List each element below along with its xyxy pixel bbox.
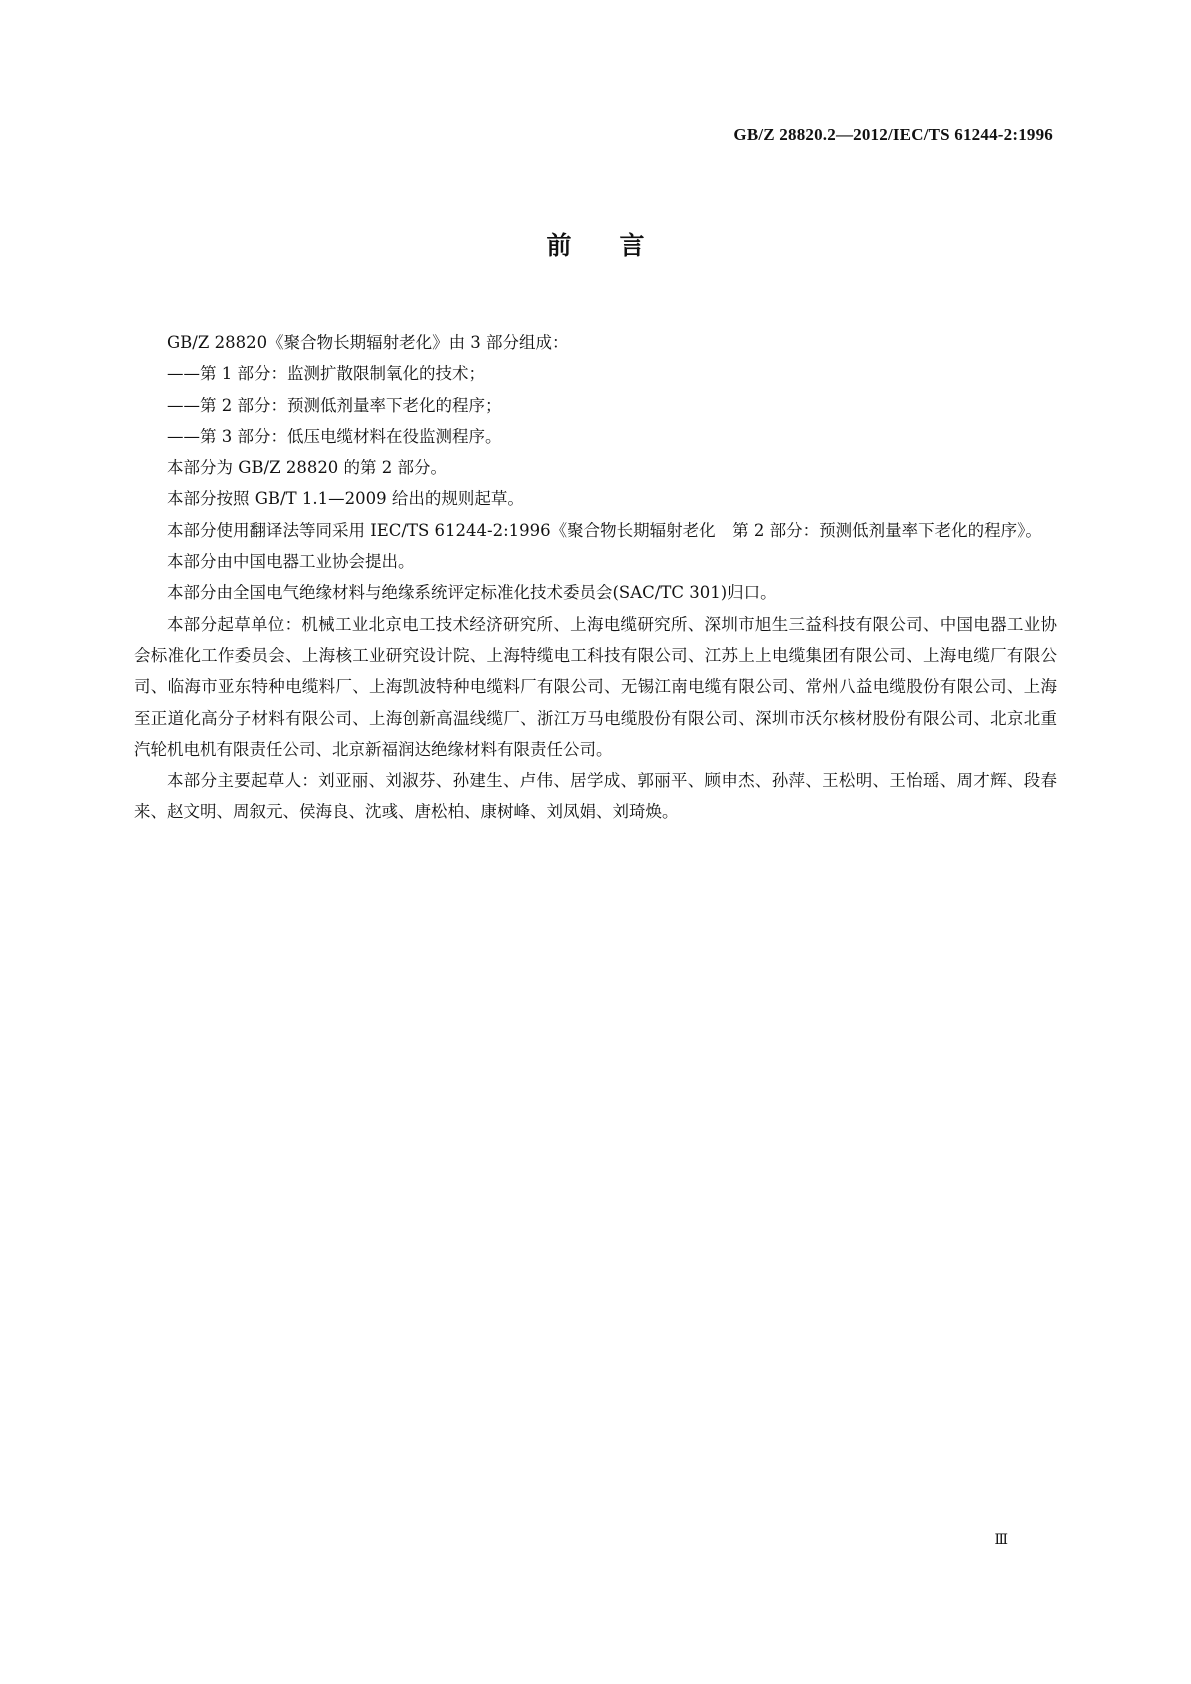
paragraph-proposed-by: 本部分由中国电器工业协会提出。 (167, 552, 415, 572)
paragraph-drafting-rules: 本部分按照 GB/T 1.1—2009 给出的规则起草。 (167, 489, 524, 509)
list-item-part-3: ——第 3 部分：低压电缆材料在役监测程序。 (167, 426, 502, 446)
paragraph-adoption: 本部分使用翻译法等同采用 IEC/TS 61244-2:1996《聚合物长期辐射老化 第 2 部分：预测低剂量率下老化的程序》。 (167, 520, 1042, 540)
list-item-part-2: ——第 2 部分：预测低剂量率下老化的程序； (167, 395, 502, 415)
list-item-part-1: ——第 1 部分：监测扩散限制氧化的技术； (167, 364, 485, 384)
page-number: Ⅲ (994, 1533, 1007, 1548)
foreword-body (134, 327, 1057, 828)
paragraph-administered-by: 本部分由全国电气绝缘材料与绝缘系统评定标准化技术委员会(SAC/TC 301)归口。 (167, 583, 777, 603)
paragraph-drafting-units: 本部分起草单位：机械工业北京电工技术经济研究所、上海电缆研究所、深圳市旭生三益科技有限公司、中国电器工业协会标准化工作委员会、上海核工业研究设计院、上海特缆电工科技有限公司、江苏上上电缆集团有限公司、上海电缆厂有限公司、临海市亚东特种电缆料厂、上海凯波特种电缆料厂有限公司、无锡江南电缆有限公司、常州八益电缆股份有限公司、上海至正道化高分子材料有限公司、上海创新高温线缆厂、浙江万马电缆股份有限公司、深圳市沃尔核材股份有限公司、北京北重汽轮机电机有限责任公司、北京新福润达绝缘材料有限责任公司。 (134, 614, 1057, 759)
page-title: 前言 (546, 231, 693, 260)
paragraph-this-part: 本部分为 GB/Z 28820 的第 2 部分。 (167, 458, 448, 478)
standard-code-header: GB/Z 28820.2—2012/IEC/TS 61244-2:1996 (733, 125, 1053, 144)
paragraph-composition: GB/Z 28820《聚合物长期辐射老化》由 3 部分组成： (167, 333, 569, 352)
paragraph-drafters: 本部分主要起草人：刘亚丽、刘淑芬、孙建生、卢伟、居学成、郭丽平、顾申杰、孙萍、王松明、王怡瑶、周才辉、段春来、赵文明、周叙元、侯海良、沈彧、唐松柏、康树峰、刘凤娟、刘琦焕。 (134, 771, 1057, 822)
